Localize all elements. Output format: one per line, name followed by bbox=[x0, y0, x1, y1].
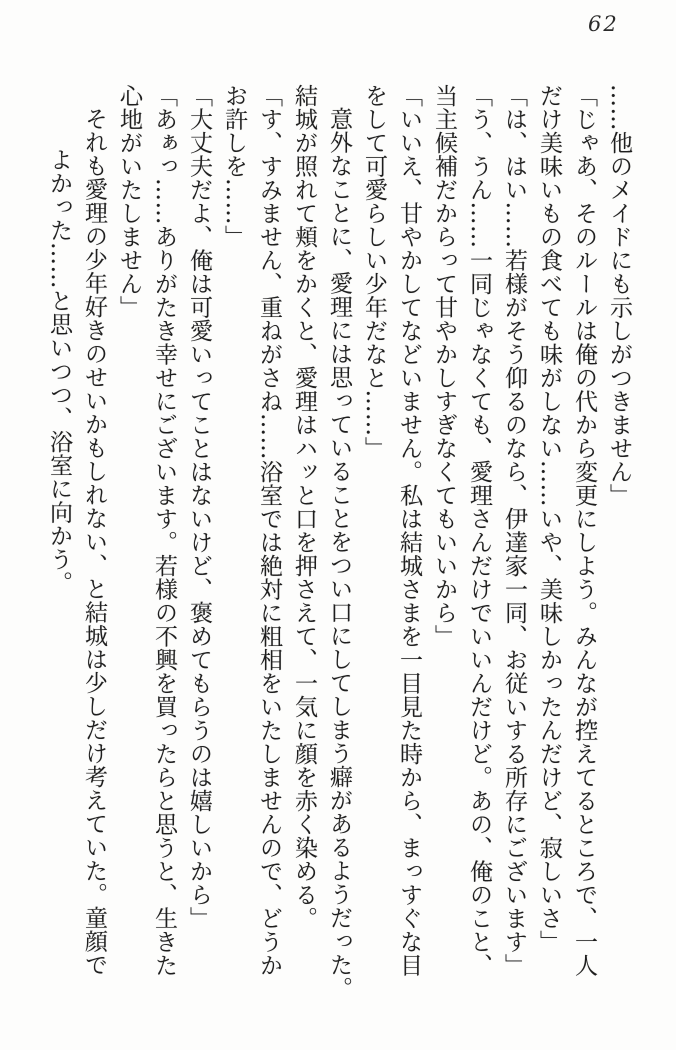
text-line-17: よかった……と思いつつ、浴室に向かう。 bbox=[46, 148, 72, 595]
text-line-1: ……他のメイドにも示しがつきません」 bbox=[606, 84, 632, 507]
text-line-13: 「大丈夫だよ、俺は可愛いってことはないけど、褒めてもらうのは嬉しいから」 bbox=[186, 84, 212, 930]
text-line-12: お許しを……」 bbox=[221, 84, 247, 249]
text-line-4: 「は、はい……若様がそう仰るのなら、伊達家一同、お従いする所存にございます」 bbox=[501, 84, 527, 977]
text-line-2: 「じゃあ、そのルールは俺の代から変更にしよう。みんなが控えてるところで、一人 bbox=[571, 84, 597, 977]
text-line-3: だけ美味いもの食べても味がしない……いや、美味しかったんだけど、寂しいさ」 bbox=[536, 84, 562, 954]
text-line-14: 「あぁっ……ありがたき幸せにございます。若様の不興を買ったらと思うと、生きた bbox=[151, 84, 177, 977]
text-line-7: 「いいえ、甘やかしてなどいません。私は結城さまを一目見た時から、まっすぐな目 bbox=[396, 84, 422, 977]
text-line-16: それも愛理の少年好きのせいかもしれない、と結城は少しだけ考えていた。童顔で bbox=[81, 107, 107, 977]
text-line-15: 心地がいたしません」 bbox=[116, 84, 142, 319]
text-line-9: 意外なことに、愛理には思っていることをつい口にしてしまう癖があるようだった。 bbox=[326, 107, 352, 1000]
page-number: 62 bbox=[588, 12, 619, 36]
text-line-10: 結城が照れて頬をかくと、愛理はハッと口を押さえて、一気に顔を赤く染める。 bbox=[291, 84, 317, 930]
text-line-5: 「う、うん……一同じゃなくても、愛理さんだけでいいんだけど。あの、俺のこと、 bbox=[466, 84, 492, 977]
novel-text-block bbox=[36, 84, 636, 1024]
text-line-11: 「す、すみません、重ねがさね……浴室では絶対に粗相をいたしませんので、どうか bbox=[256, 84, 282, 977]
text-line-6: 当主候補だからって甘やかしすぎなくてもいいから」 bbox=[431, 84, 457, 648]
text-line-8: をして可愛らしい少年だなと……」 bbox=[361, 84, 387, 460]
